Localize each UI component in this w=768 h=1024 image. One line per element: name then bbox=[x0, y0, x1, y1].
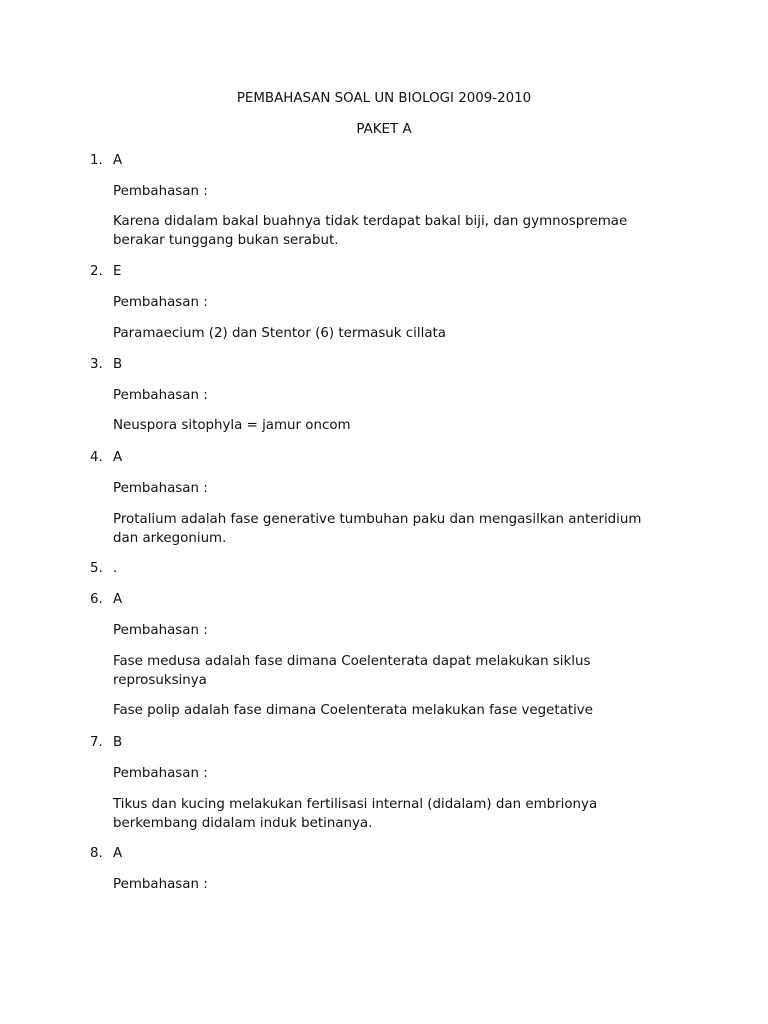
explanation-label: Pembahasan : bbox=[113, 623, 208, 638]
answer-letter: A bbox=[113, 592, 123, 607]
explanation-text: Fase medusa adalah fase dimana Coelenterata dapat melakukan siklus reprosuksinya bbox=[113, 654, 591, 688]
explanation-text: Protalium adalah fase generative tumbuhan paku dan mengasilkan anteridium dan arkegonium. bbox=[113, 512, 642, 546]
answer-letter: . bbox=[113, 561, 118, 576]
explanation-text: Neuspora sitophyla = jamur oncom bbox=[113, 418, 351, 433]
explanation-label: Pembahasan : bbox=[113, 481, 208, 496]
explanation-label: Pembahasan : bbox=[113, 877, 208, 892]
answer-letter: A bbox=[113, 450, 123, 465]
explanation-text: Paramaecium (2) dan Stentor (6) termasuk cillata bbox=[113, 326, 446, 341]
answer-letter: A bbox=[113, 846, 123, 861]
question-number: 5. bbox=[90, 561, 103, 576]
document-subtitle: PAKET A bbox=[356, 122, 412, 137]
question-number: 1. bbox=[90, 153, 103, 168]
document-title: PEMBAHASAN SOAL UN BIOLOGI 2009-2010 bbox=[236, 91, 532, 106]
question-number: 4. bbox=[90, 450, 103, 465]
explanation-label: Pembahasan : bbox=[113, 388, 208, 403]
question-number: 2. bbox=[90, 264, 103, 279]
answer-letter: A bbox=[113, 153, 123, 168]
answer-letter: E bbox=[113, 264, 122, 279]
explanation-text: Fase polip adalah fase dimana Coelenterata melakukan fase vegetative bbox=[113, 703, 593, 718]
question-number: 7. bbox=[90, 735, 103, 750]
question-number: 3. bbox=[90, 357, 103, 372]
explanation-label: Pembahasan : bbox=[113, 295, 208, 310]
explanation-text: Karena didalam bakal buahnya tidak terdapat bakal biji, dan gymnospremae berakar tunggang bukan serabut. bbox=[113, 214, 628, 248]
answer-letter: B bbox=[113, 735, 123, 750]
question-number: 6. bbox=[90, 592, 103, 607]
question-number: 8. bbox=[90, 846, 103, 861]
answer-letter: B bbox=[113, 357, 123, 372]
explanation-label: Pembahasan : bbox=[113, 184, 208, 199]
explanation-text: Tikus dan kucing melakukan fertilisasi internal (didalam) dan embrionya berkembang didalam induk betinanya. bbox=[113, 797, 598, 831]
explanation-label: Pembahasan : bbox=[113, 766, 208, 781]
